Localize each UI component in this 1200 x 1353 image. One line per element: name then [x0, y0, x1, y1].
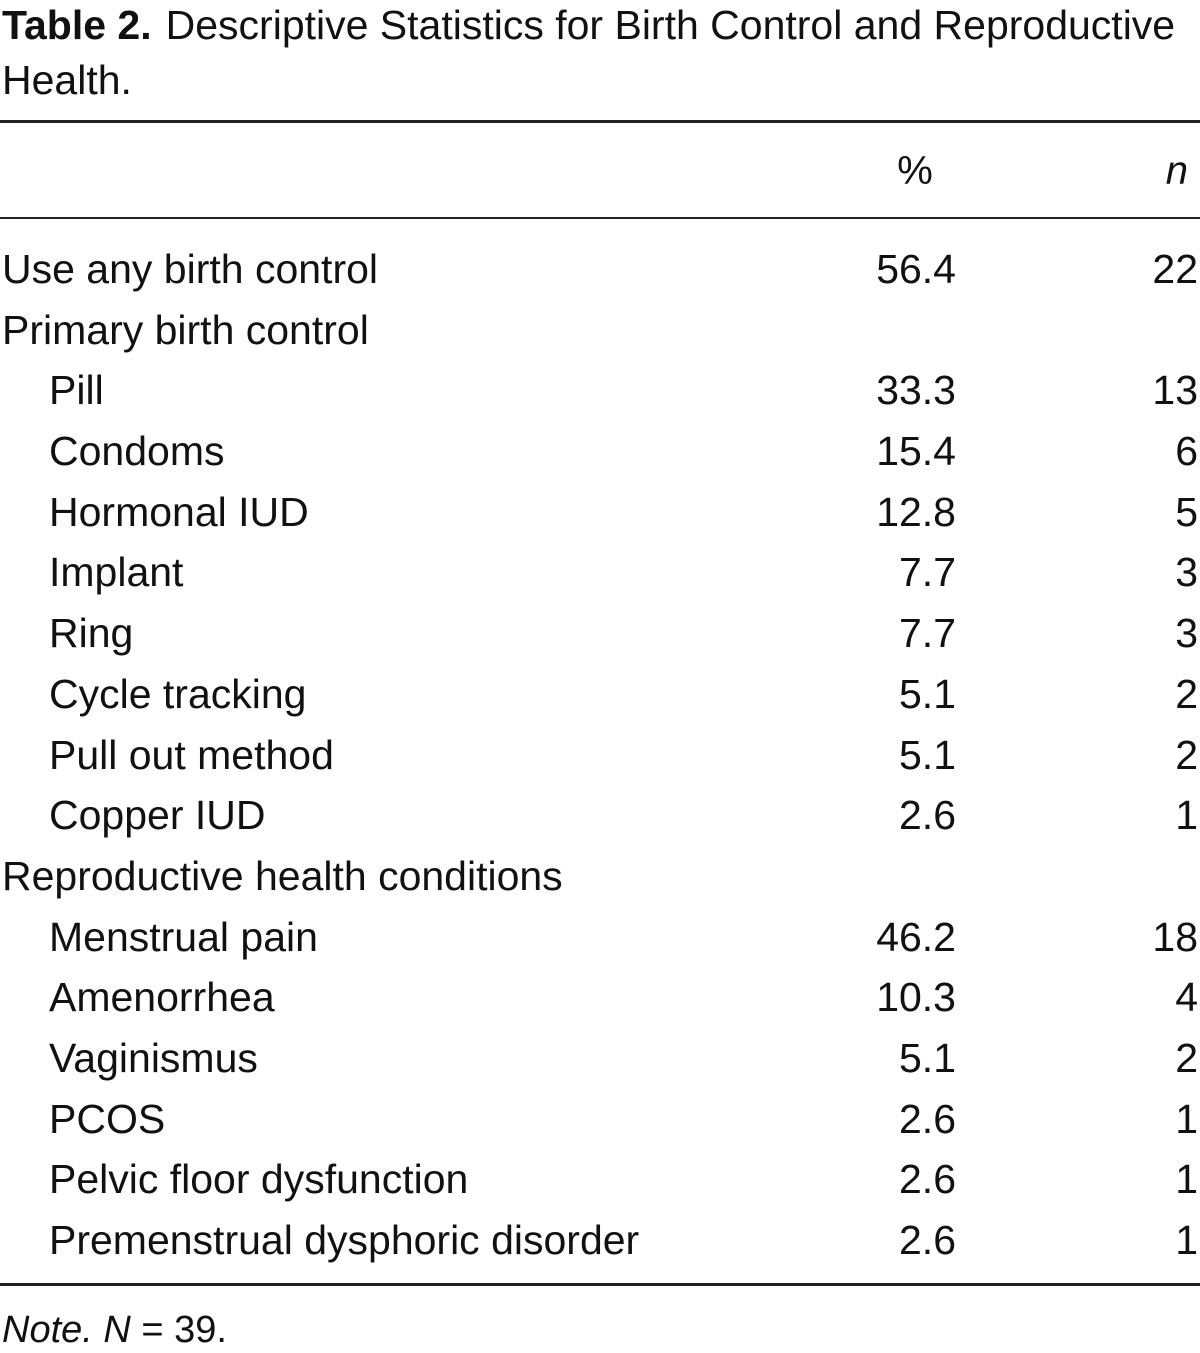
table-row-section: [0, 846, 1200, 907]
table-row: [0, 1149, 1200, 1210]
row-label: Primary birth control: [2, 306, 369, 353]
table-row: [0, 907, 1200, 968]
row-n: 3: [1175, 549, 1198, 596]
row-percent: 33.3: [876, 367, 956, 414]
row-label: Pill: [49, 367, 104, 414]
row-percent: 56.4: [876, 246, 956, 292]
row-label: Cycle tracking: [49, 670, 307, 717]
row-n: 1: [1175, 1095, 1198, 1142]
row-percent: 7.7: [899, 610, 956, 657]
table-row: [0, 1028, 1200, 1089]
row-percent: 2.6: [899, 1217, 956, 1263]
table-caption: [2, 0, 1192, 108]
row-n: 2: [1175, 670, 1198, 717]
row-label: Amenorrhea: [49, 974, 275, 1021]
row-label: Pull out method: [49, 731, 334, 778]
table-row: [0, 1210, 1200, 1271]
note-prefix: Note.: [2, 1309, 93, 1351]
column-header-n: n: [1165, 149, 1188, 193]
table-row: [0, 542, 1200, 603]
row-label: Reproductive health conditions: [2, 852, 563, 899]
row-n: 2: [1175, 731, 1198, 778]
row-label: Menstrual pain: [49, 913, 318, 960]
header-rule: [0, 217, 1200, 219]
row-label: PCOS: [49, 1095, 166, 1142]
row-percent: 7.7: [899, 549, 956, 596]
table-note: [2, 1307, 227, 1353]
row-label: Ring: [49, 610, 134, 657]
row-n: 13: [1152, 367, 1198, 414]
row-n: 2: [1175, 1034, 1198, 1081]
table-number: Table 2.: [2, 2, 152, 48]
row-n: 3: [1175, 610, 1198, 657]
row-n: 22: [1152, 246, 1198, 292]
row-label: Premenstrual dysphoric disorder: [49, 1217, 640, 1263]
row-percent: 5.1: [899, 731, 956, 778]
row-percent: 12.8: [876, 488, 956, 535]
table-row: [0, 725, 1200, 786]
table-row: [0, 785, 1200, 846]
table-body: [0, 239, 1200, 1271]
table-row-section: [0, 239, 1200, 300]
row-n: 5: [1175, 488, 1198, 535]
row-n: 6: [1175, 428, 1198, 475]
row-percent: 2.6: [899, 1095, 956, 1142]
table-row: [0, 967, 1200, 1028]
table-row: [0, 482, 1200, 543]
table-row: [0, 1089, 1200, 1150]
note-value: = 39.: [141, 1309, 227, 1351]
row-percent: 2.6: [899, 792, 956, 839]
note-variable: N: [103, 1309, 131, 1351]
row-label: Vaginismus: [49, 1034, 258, 1081]
row-label: Copper IUD: [49, 792, 266, 839]
table-row: [0, 360, 1200, 421]
top-rule: [0, 120, 1200, 123]
table-row-section: [0, 300, 1200, 361]
table-row: [0, 421, 1200, 482]
row-n: 1: [1175, 1217, 1198, 1263]
row-percent: 10.3: [876, 974, 956, 1021]
row-label: Implant: [49, 549, 184, 596]
row-percent: 46.2: [876, 913, 956, 960]
row-n: 1: [1175, 792, 1198, 839]
row-n: 4: [1175, 974, 1198, 1021]
row-percent: 5.1: [899, 1034, 956, 1081]
row-label: Pelvic floor dysfunction: [49, 1156, 469, 1203]
table-title: Descriptive Statistics for Birth Control and Reproductive Health.: [2, 2, 1176, 103]
row-percent: 2.6: [899, 1156, 956, 1203]
bottom-rule: [0, 1283, 1200, 1286]
row-n: 18: [1152, 913, 1198, 960]
row-label: Condoms: [49, 428, 225, 475]
row-label: Hormonal IUD: [49, 488, 309, 535]
table-row: [0, 664, 1200, 725]
row-label: Use any birth control: [2, 246, 379, 292]
row-percent: 15.4: [876, 428, 956, 475]
row-percent: 5.1: [899, 670, 956, 717]
row-n: 1: [1175, 1156, 1198, 1203]
column-header-percent: %: [897, 149, 933, 193]
table-row: [0, 603, 1200, 664]
